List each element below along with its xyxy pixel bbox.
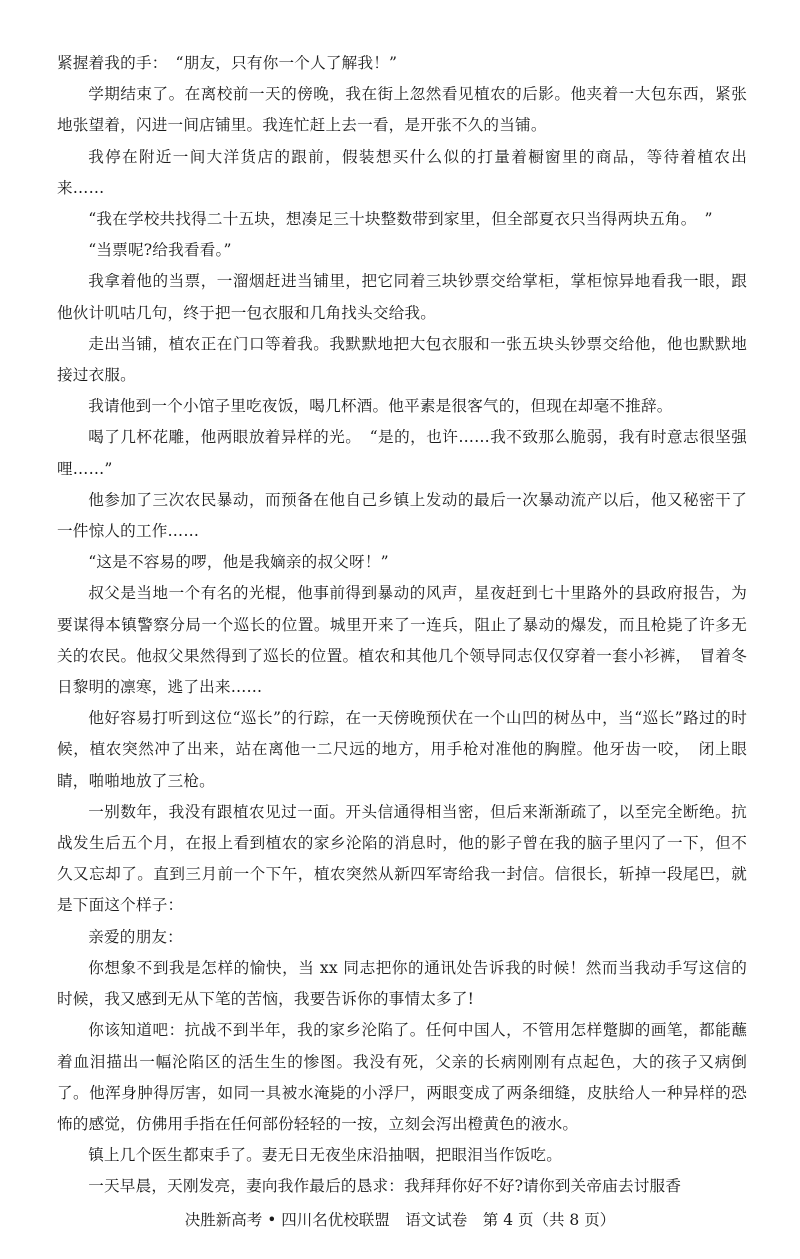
paragraph: 紧握着我的手： “朋友，只有你一个人了解我！”: [57, 54, 398, 72]
passage-text: [57, 48, 747, 1203]
paragraph: 镇上几个医生都束手了。妻无日无夜坐床沿抽咽，把眼泪当作饭吃。: [88, 1146, 563, 1165]
paragraph: “我在学校共找得二十五块，想凑足三十块整数带到家里，但全部夏衣只当得两块五角。 ”: [88, 210, 713, 229]
paragraph: “这是不容易的啰，他是我嫡亲的叔父呀！”: [88, 553, 389, 572]
paragraph: “当票呢?给我看看。”: [88, 241, 232, 260]
paragraph: 你想象不到我是怎样的愉快，当 xx 同志把你的通讯处告诉我的时候！然而当我动手写这信的时候，我又感到无从下笔的苦恼，我要告诉你的事情太多了!: [57, 958, 747, 1009]
paragraph: 一天早晨，天刚发亮，妻向我作最后的恳求：我拜拜你好不好?请你到关帝庙去讨服香: [88, 1177, 682, 1196]
paragraph: 我拿着他的当票，一溜烟赶进当铺里，把它同着三块钞票交给掌柜，掌柜惊异地看我一眼，跟他伙计叽咕几句，终于把一包衣服和几角找头交给我。: [57, 272, 747, 322]
paragraph: 学期结束了。在离校前一天的傍晚，我在街上忽然看见植农的后影。他夹着一大包东西，紧张地张望着，闪进一间店铺里。我连忙赶上去一看，是开张不久的当铺。: [57, 85, 747, 135]
letter-salutation: 亲爱的朋友：: [88, 927, 183, 946]
paragraph: 你该知道吧：抗战不到半年，我的家乡沦陷了。任何中国人，不管用怎样蹩脚的画笔，都能蘸着血泪描出一幅沦陷区的活生生的惨图。我没有死，父亲的长病刚刚有点起色，大的孩子又病倒了。他浑身肿得厉害，如同一具被水淹毙的小浮尸，两眼变成了两条细缝，皮肤给人一种异样的恐怖的感觉，仿佛用手指在任何部份轻轻的一按，立刻会泻出橙黄色的液水。: [57, 1021, 747, 1133]
paragraph: 走出当铺，植农正在门口等着我。我默默地把大包衣服和一张五块头钞票交给他，他也默默地接过衣服。: [57, 334, 747, 385]
paragraph: 我停在附近一间大洋货店的跟前，假装想买什么似的打量着橱窗里的商品，等待着植农出来……: [57, 147, 747, 197]
paragraph: 叔父是当地一个有名的光棍，他事前得到暴动的风声，星夜赶到七十里路外的县政府报告，为要谋得本镇警察分局一个巡长的位置。城里开来了一连兵，阻止了暴动的爆发，而且枪毙了许多无关的农民。他叔父果然得到了巡长的位置。植农和其他几个领导同志仅仅穿着一套小衫裤， 冒着冬日黎明的凛寒，逃了出来……: [57, 584, 747, 697]
paragraph: 我请他到一个小馆子里吃夜饭，喝几杯酒。他平素是很客气的，但现在却毫不推辞。: [88, 397, 673, 416]
paragraph: 他好容易打听到这位“巡长”的行踪，在一天傍晚预伏在一个山凹的树丛中，当“巡长”路过的时候，植农突然冲了出来，站在离他一二尺远的地方，用手枪对准他的胸膛。他牙齿一咬， 闭上眼睛，啪啪地放了三枪。: [57, 709, 747, 790]
page-footer: 决胜新高考 • 四川名优校联盟 语文试卷 第 4 页（共 8 页）: [184, 1211, 616, 1229]
paragraph: 一别数年，我没有跟植农见过一面。开头信通得相当密，但后来渐渐疏了，以至完全断绝。抗战发生后五个月，在报上看到植农的家乡沦陷的消息时，他的影子曾在我的脑子里闪了一下，但不久又忘却了。直到三月前一个下午，植农突然从新四军寄给我一封信。信很长，斩掉一段尾巴，就是下面这个样子：: [57, 802, 747, 915]
paragraph: 他参加了三次农民暴动，而预备在他自己乡镇上发动的最后一次暴动流产以后，他又秘密干了一件惊人的工作……: [57, 490, 747, 541]
paragraph: 喝了几杯花雕，他两眼放着异样的光。 “是的，也许……我不致那么脆弱，我有时意志很坚强哩……”: [57, 428, 747, 478]
